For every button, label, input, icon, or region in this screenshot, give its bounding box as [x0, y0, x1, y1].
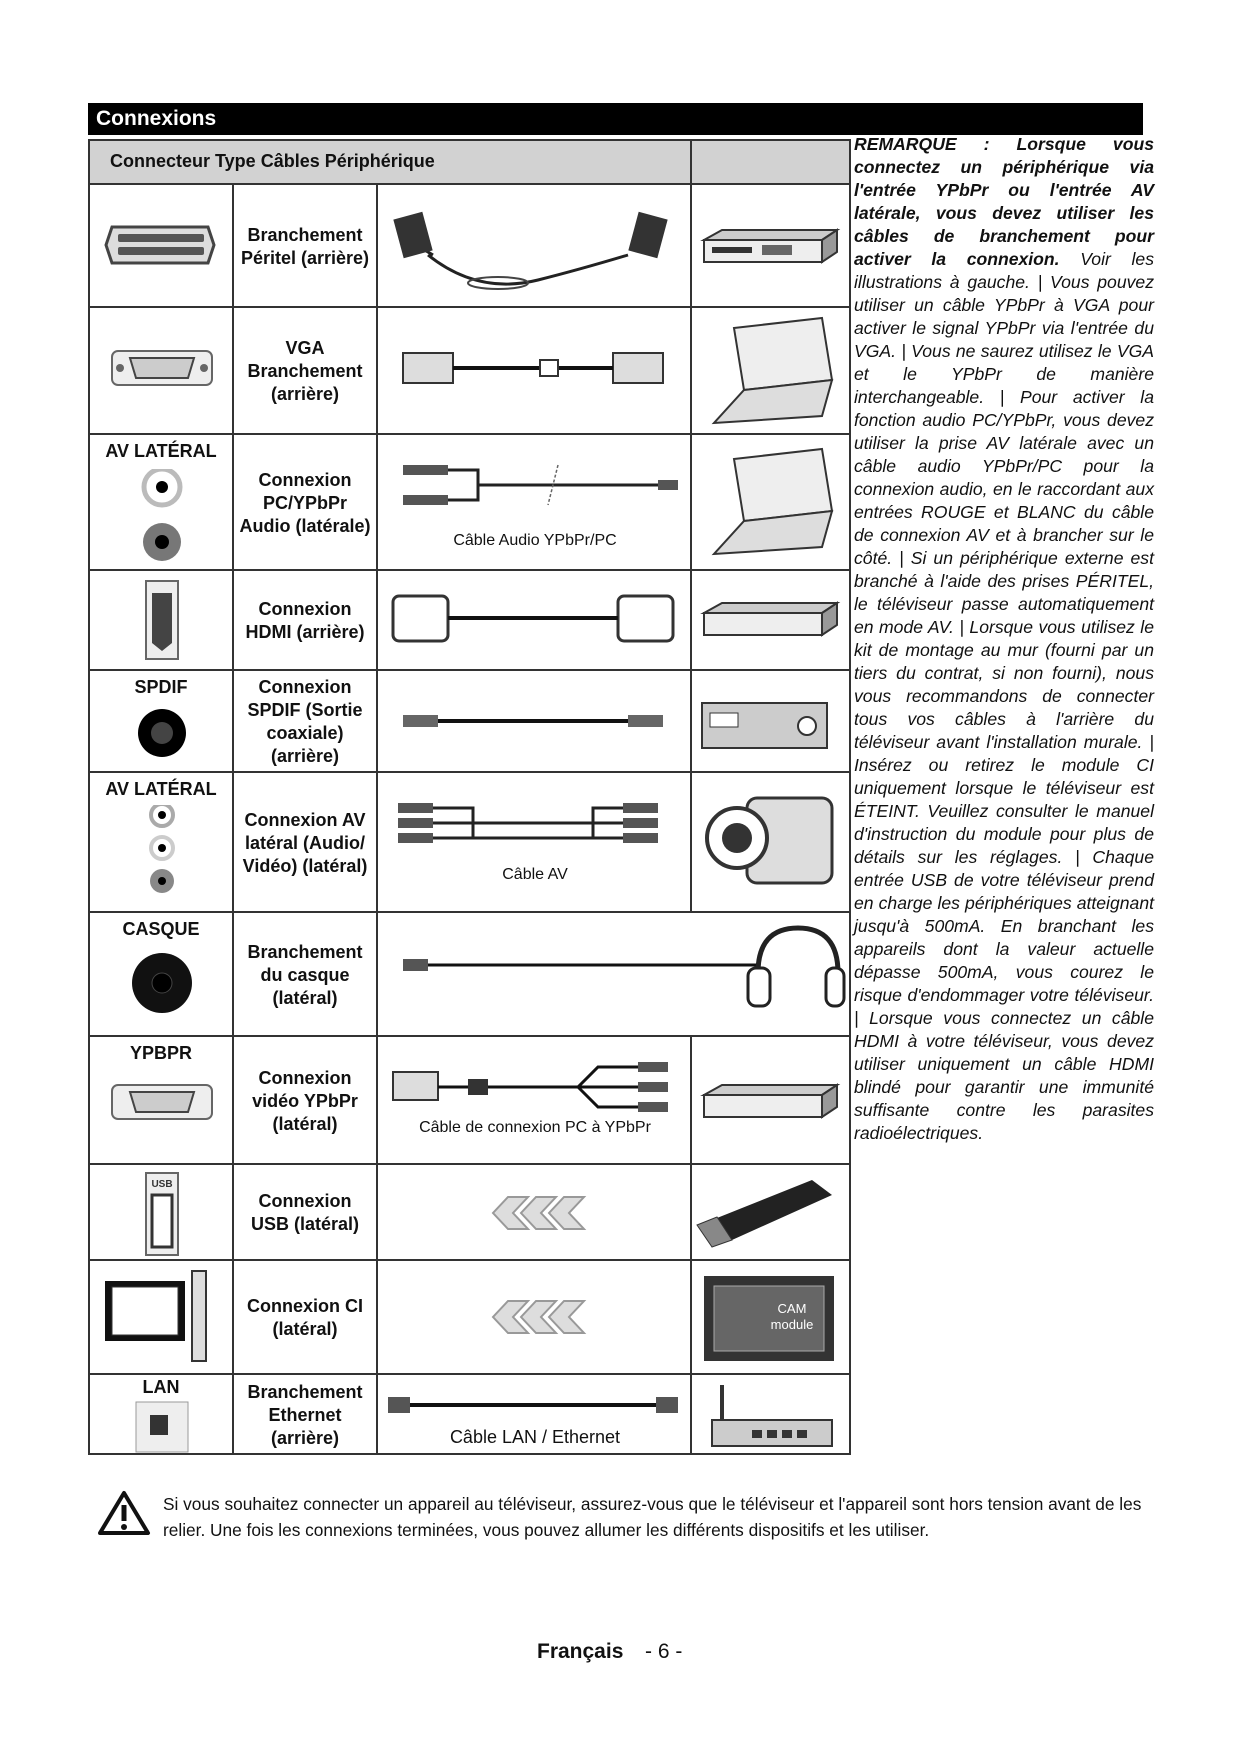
cable-label: Câble Audio YPbPr/PC: [453, 532, 617, 549]
table-row: [90, 569, 849, 671]
footer-page-number: - 6 -: [645, 1640, 683, 1663]
headphone-jack-icon: [90, 947, 234, 1027]
type-cell: Branchement Ethernet (arrière): [234, 1375, 378, 1455]
amplifier-icon: [692, 671, 849, 771]
usb-port-icon: [90, 1165, 234, 1259]
cable-cell: [378, 435, 692, 571]
warning-icon: [97, 1489, 151, 1537]
cable-cell: [378, 1165, 692, 1261]
camcorder-icon: [692, 773, 849, 911]
table-header-device: [692, 141, 849, 183]
device-cell: [692, 1037, 849, 1165]
device-cell: [692, 435, 849, 571]
cable-label: Câble LAN / Ethernet: [449, 1427, 621, 1447]
headphones-icon: [378, 913, 847, 1035]
ypbpr-cable-icon: [378, 1047, 690, 1127]
table-header: [90, 141, 692, 183]
hdmi-port-icon: [90, 571, 234, 669]
type-cell: Connexion SPDIF (Sortie coaxiale) (arrière): [234, 671, 378, 773]
cable-cell: [378, 308, 692, 435]
usb-port-label: USB: [151, 1179, 173, 1190]
coaxial-cable-icon: [378, 671, 690, 771]
tv-ci-slot-icon: [90, 1261, 234, 1373]
router-icon: [692, 1375, 849, 1453]
connector-cell: [90, 185, 234, 308]
vga-port-icon: [90, 1073, 234, 1143]
cable-cell: [378, 1375, 692, 1455]
footer-language: Français: [537, 1640, 624, 1663]
dvd-player-icon: [692, 185, 849, 306]
table-row: [90, 1259, 849, 1375]
table-row: [90, 433, 849, 571]
av-jacks-icon: [90, 805, 234, 905]
vga-port-icon: [90, 308, 234, 433]
device-cell: [692, 671, 849, 773]
section-title-bar: [88, 103, 1143, 135]
connector-label: LAN: [142, 1377, 180, 1397]
connector-cell: [90, 1037, 234, 1165]
type-cell: Connexion HDMI (arrière): [234, 571, 378, 671]
laptop-icon: [692, 435, 849, 569]
connector-label: YPBPR: [129, 1043, 192, 1063]
cable-cell: [378, 1261, 692, 1375]
connector-label: SPDIF: [134, 677, 188, 697]
cable-cell: [378, 671, 692, 773]
table-row: [90, 1373, 849, 1455]
table-row: [90, 1163, 849, 1261]
connector-cell: [90, 671, 234, 773]
remark-text: Voir les illustrations à gauche. | Vous pouvez utiliser un câble YPbPr à VGA pour activer le signal YPbPr via l'entrée du VGA. | Vous ne saurez utilisez le VGA et le YPbPr de manière interchangeable. | Pour activer la fonction audio PC/YPbPr, vous devez utiliser la prise AV latérale avec un câble audio YPbPr/PC pour la connexion audio, en le raccordant aux entrées ROUGE et BLANC du câble de connexion AV et à brancher sur le côté. | Si un périphérique externe est branché à l'aide des prises PÉRITEL, le téléviseur passe automatiquement en mode AV. | Lorsque vous utilisez le kit de montage au mur (fourni par un tiers du contrat, si non fourni), nous vous recommandons de connecter tous vos câbles à l'arrière du téléviseur avant l'installation murale. | Insérez ou retirez le module CI uniquement lorsque le téléviseur est ÉTEINT. Veuillez consulter le manuel d'instruction du module pour plus de détails sur les réglages. | Chaque entrée USB de votre téléviseur prend en charge les périphériques atteignant jusqu'à 500mA. En branchant les appareils dont la valeur actuelle dépasse 500mA, vous courez le risque d'endommager votre téléviseur. | Lorsque vous connectez un câble HDMI à votre téléviseur, vous devez utiliser uniquement un câble HDMI blindé pour garantir une immunité suffisante contre les parasites radioélectriques.: [854, 249, 1154, 1143]
connector-cell: [90, 1375, 234, 1455]
section-title: Connexions: [96, 107, 217, 130]
table-row: [90, 771, 849, 913]
table-row: [90, 669, 849, 773]
type-cell: Connexion CI (latéral): [234, 1261, 378, 1375]
rca-jack-icon: [90, 469, 234, 569]
type-cell: Branchement Péritel (arrière): [234, 185, 378, 308]
table-row: [90, 183, 849, 308]
connector-cell: [90, 435, 234, 571]
type-cell: VGA Branchement (arrière): [234, 308, 378, 435]
connector-label: AV LATÉRAL: [105, 779, 217, 799]
type-cell: Connexion USB (latéral): [234, 1165, 378, 1261]
connector-cell: [90, 913, 234, 1037]
cam-label-1: CAM: [777, 1301, 807, 1316]
warning-text: Si vous souhaitez connecter un appareil au téléviseur, assurez-vous que le téléviseur et l'appareil sont hors tension avant de les relier. Une fois les connexions terminées, vous pouvez allumer les différents dispositifs et les utiliser.: [163, 1494, 1142, 1540]
lan-port-icon: [90, 1397, 234, 1457]
scart-port-icon: [90, 185, 234, 306]
direct-connect-arrows-icon: [378, 1165, 690, 1259]
type-cell: Connexion AV latéral (Audio/ Vidéo) (latéral): [234, 773, 378, 913]
cam-label-2: module: [770, 1317, 814, 1332]
connector-cell: [90, 1261, 234, 1375]
vga-cable-icon: [378, 308, 690, 433]
direct-connect-arrows-icon: [378, 1261, 690, 1373]
connections-table: [88, 139, 851, 1455]
remark-note: [854, 133, 1154, 1145]
dvd-player-icon: [692, 571, 849, 669]
cable-cell: [378, 913, 849, 1037]
hdmi-cable-icon: [378, 571, 690, 669]
connector-cell: [90, 773, 234, 913]
scart-cable-icon: [378, 185, 690, 306]
device-cell: [692, 1375, 849, 1455]
coaxial-jack-icon: [90, 705, 234, 765]
type-cell: Branchement du casque (latéral): [234, 913, 378, 1037]
table-row: [90, 306, 849, 435]
usb-stick-icon: [692, 1165, 849, 1259]
type-cell: Connexion vidéo YPbPr (latéral): [234, 1037, 378, 1165]
cable-label: Câble de connexion PC à YPbPr: [419, 1119, 651, 1136]
connector-cell: [90, 1165, 234, 1261]
ethernet-cable-icon: [378, 1375, 690, 1415]
device-cell: [692, 773, 849, 913]
table-row: [90, 911, 849, 1037]
connector-label: CASQUE: [122, 919, 200, 939]
connector-label: AV LATÉRAL: [105, 441, 217, 461]
device-cell: [692, 308, 849, 435]
connector-cell: [90, 308, 234, 435]
device-cell: [692, 1261, 849, 1375]
connector-cell: [90, 571, 234, 671]
device-cell: [692, 185, 849, 308]
cable-cell: [378, 773, 692, 913]
device-cell: [692, 1165, 849, 1261]
cable-cell: [378, 185, 692, 308]
cable-cell: [378, 1037, 692, 1165]
cable-label: Câble AV: [502, 866, 568, 883]
table-row: [90, 1035, 849, 1165]
table-header-label: Connecteur Type Câbles Périphérique: [110, 151, 435, 171]
dvd-player-icon: [692, 1037, 849, 1163]
remark-bold: REMARQUE : Lorsque vous connectez un périphérique via l'entrée YPbPr ou l'entrée AV latérale, vous devez utiliser les câbles de branchement pour activer la connexion.: [854, 134, 1154, 269]
type-cell: Connexion PC/YPbPr Audio (latérale): [234, 435, 378, 571]
cam-module-icon: [692, 1261, 849, 1373]
audio-cable-icon: [378, 445, 690, 545]
laptop-icon: [692, 308, 849, 433]
device-cell: [692, 571, 849, 671]
cable-cell: [378, 571, 692, 671]
